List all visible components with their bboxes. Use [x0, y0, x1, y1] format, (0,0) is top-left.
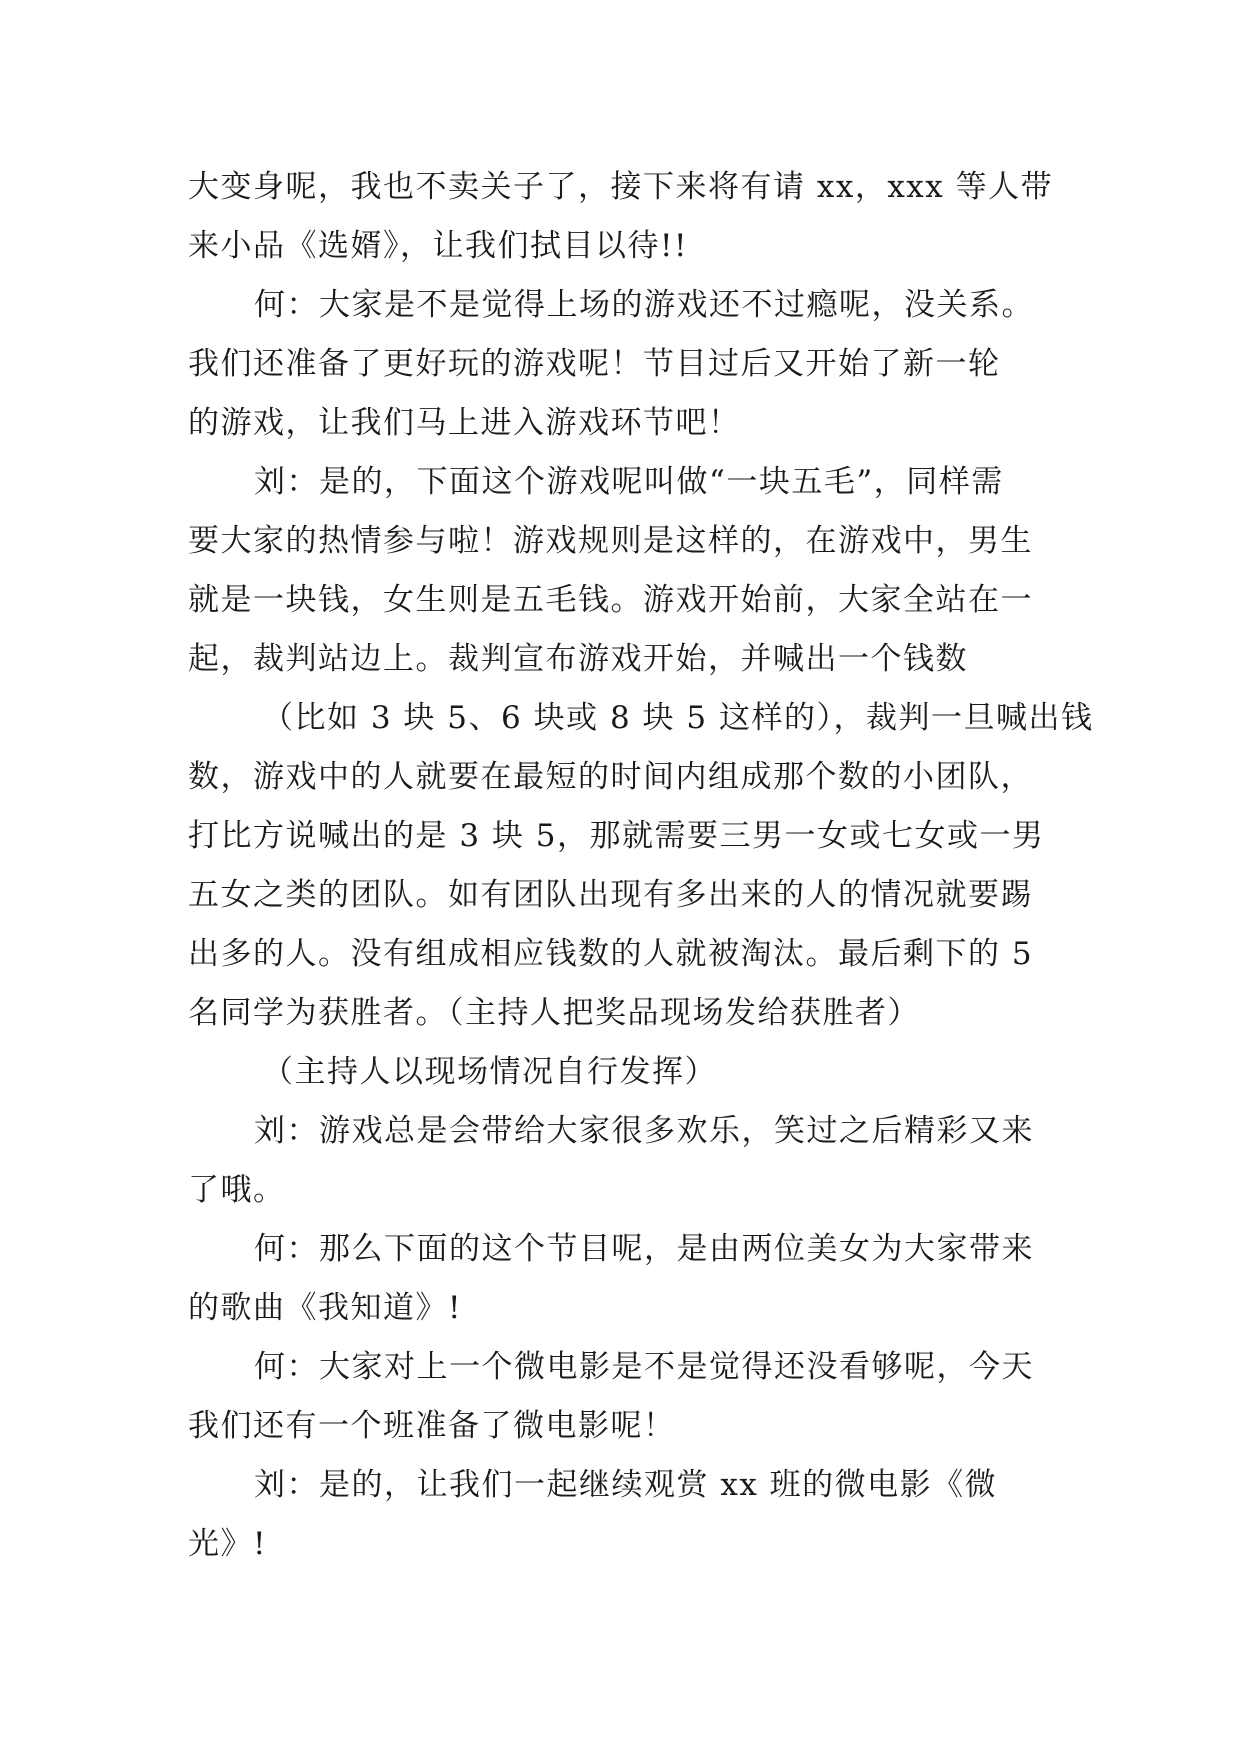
text-line: 起，裁判站边上。裁判宣布游戏开始，并喊出一个钱数 [188, 641, 968, 677]
text-line: 刘：游戏总是会带给大家很多欢乐，笑过之后精彩又来 [254, 1113, 1034, 1149]
text-line: 出多的人。没有组成相应钱数的人就被淘汰。最后剩下的 5 [188, 936, 1034, 972]
text-line: 何：那么下面的这个节目呢，是由两位美女为大家带来 [254, 1231, 1034, 1267]
text-line: 何：大家是不是觉得上场的游戏还不过瘾呢，没关系。 [254, 287, 1034, 323]
text-line: 要大家的热情参与啦！游戏规则是这样的，在游戏中，男生 [188, 523, 1033, 559]
text-line: （主持人以现场情况自行发挥） [262, 1054, 717, 1090]
text-line: 打比方说喊出的是 3 块 5，那就需要三男一女或七女或一男 [188, 818, 1045, 854]
text-line: 了哦。 [188, 1172, 286, 1208]
text-line: 的歌曲《我知道》! [188, 1290, 462, 1326]
text-line: 五女之类的团队。如有团队出现有多出来的人的情况就要踢 [188, 877, 1033, 913]
text-line: 刘：是的，让我们一起继续观赏 xx 班的微电影《微 [254, 1467, 998, 1503]
text-line: 来小品《选婿》，让我们拭目以待!! [188, 228, 688, 264]
text-line: 名同学为获胜者。（主持人把奖品现场发给获胜者） [188, 995, 920, 1031]
text-line: 我们还准备了更好玩的游戏呢！节目过后又开始了新一轮 [188, 346, 1001, 382]
text-line: 的游戏，让我们马上进入游戏环节吧！ [188, 405, 741, 441]
text-line: 光》! [188, 1526, 267, 1562]
text-line: 大变身呢，我也不卖关子了，接下来将有请 xx，xxx 等人带 [188, 169, 1054, 205]
text-line: 就是一块钱，女生则是五毛钱。游戏开始前，大家全站在一 [188, 582, 1033, 618]
text-line: 我们还有一个班准备了微电影呢！ [188, 1408, 676, 1444]
document-body [188, 158, 1094, 1574]
text-line: 数，游戏中的人就要在最短的时间内组成那个数的小团队， [188, 759, 1033, 795]
text-line: （比如 3 块 5、6 块或 8 块 5 这样的），裁判一旦喊出钱 [262, 700, 1094, 736]
text-line: 刘：是的，下面这个游戏呢叫做“一块五毛”，同样需 [254, 464, 1004, 500]
text-line: 何：大家对上一个微电影是不是觉得还没看够呢，今天 [254, 1349, 1034, 1385]
